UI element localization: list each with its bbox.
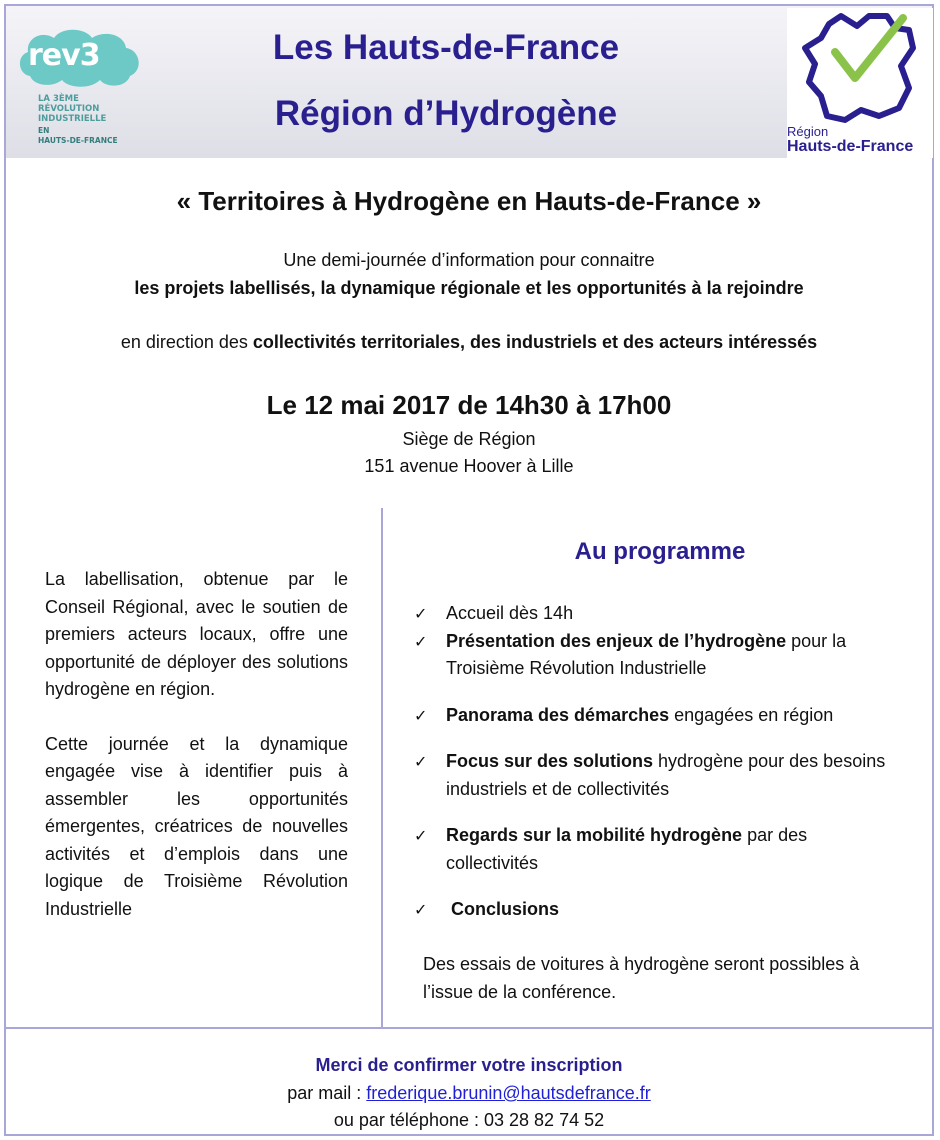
region-logo-line2: Hauts-de-France <box>787 138 914 155</box>
rev3-logo-text: rev3 <box>28 38 100 73</box>
program-item: ✓ Panorama des démarches engagées en région <box>412 702 902 730</box>
program-item: ✓ Conclusions <box>412 896 902 924</box>
check-icon: ✓ <box>414 752 428 771</box>
event-address: 151 avenue Hoover à Lille <box>364 456 574 476</box>
email-link[interactable]: frederique.brunin@hautsdefrance.fr <box>366 1083 651 1103</box>
program-list <box>412 600 902 924</box>
footer-mail: par mail : frederique.brunin@hautsdefrance.fr <box>287 1083 651 1103</box>
program-item: ✓ Présentation des enjeux de l’hydrogène pour la Troisième Révolution Industrielle <box>412 628 902 683</box>
program-item: ✓ Focus sur des solutions hydrogène pour des besoins industriels et de collectivités <box>412 748 902 803</box>
check-icon: ✓ <box>414 705 428 725</box>
check-icon: ✓ <box>414 826 428 845</box>
page-title-line1: Les Hauts-de-France <box>272 28 620 67</box>
left-paragraph-1: La labellisation, obtenue par le Conseil Régional, avec le soutien de premiers acteurs locaux, offre une opportunité de déployer des solutions hydrogène en région. <box>45 569 348 699</box>
event-date: Le 12 mai 2017 de 14h30 à 17h00 <box>266 390 672 420</box>
region-hauts-de-france-logo <box>787 8 933 158</box>
check-icon: ✓ <box>414 900 428 919</box>
program-note: Des essais de voitures à hydrogène seront possibles à l’issue de la conférence. <box>423 954 860 1002</box>
rev3-logo <box>16 26 142 154</box>
footer-phone: ou par téléphone : 03 28 82 74 52 <box>333 1110 605 1130</box>
check-icon: ✓ <box>414 631 428 651</box>
page-title-line2: Région d’Hydrogène <box>274 94 618 133</box>
footer-divider <box>6 1027 932 1029</box>
region-logo-line1: Région <box>787 124 829 139</box>
left-paragraph-2: Cette journée et la dynamique engagée vise à identifier puis à assembler les opportunités émergentes, créatrices de nouvelles activités et d’emplois dans une logique de Troisième Révolution Industrielle <box>45 733 348 919</box>
event-venue: Siège de Région <box>402 429 536 449</box>
program-item: ✓ Accueil dès 14h <box>412 600 902 628</box>
phone-number: 03 28 82 74 52 <box>484 1110 605 1130</box>
france-map-icon <box>791 8 929 128</box>
column-divider <box>381 508 383 1027</box>
left-column <box>45 566 348 923</box>
program-title: Au programme <box>574 538 746 565</box>
rev3-logo-caption: LA 3ÈME RÉVOLUTION INDUSTRIELLE EN HAUTS-DE-FRANCE <box>38 94 118 145</box>
event-intro: Une demi-journée d’information pour connaitre <box>283 250 655 270</box>
footer-title: Merci de confirmer votre inscription <box>315 1055 623 1075</box>
event-intro-bold: les projets labellisés, la dynamique régionale et les opportunités à la rejoindre <box>134 278 804 298</box>
event-audience: en direction des collectivités territoriales, des industriels et des acteurs intéressés <box>120 332 818 352</box>
program-item: ✓ Regards sur la mobilité hydrogène par des collectivités <box>412 822 902 877</box>
event-title: « Territoires à Hydrogène en Hauts-de-France » <box>176 186 762 216</box>
check-icon: ✓ <box>414 604 428 623</box>
